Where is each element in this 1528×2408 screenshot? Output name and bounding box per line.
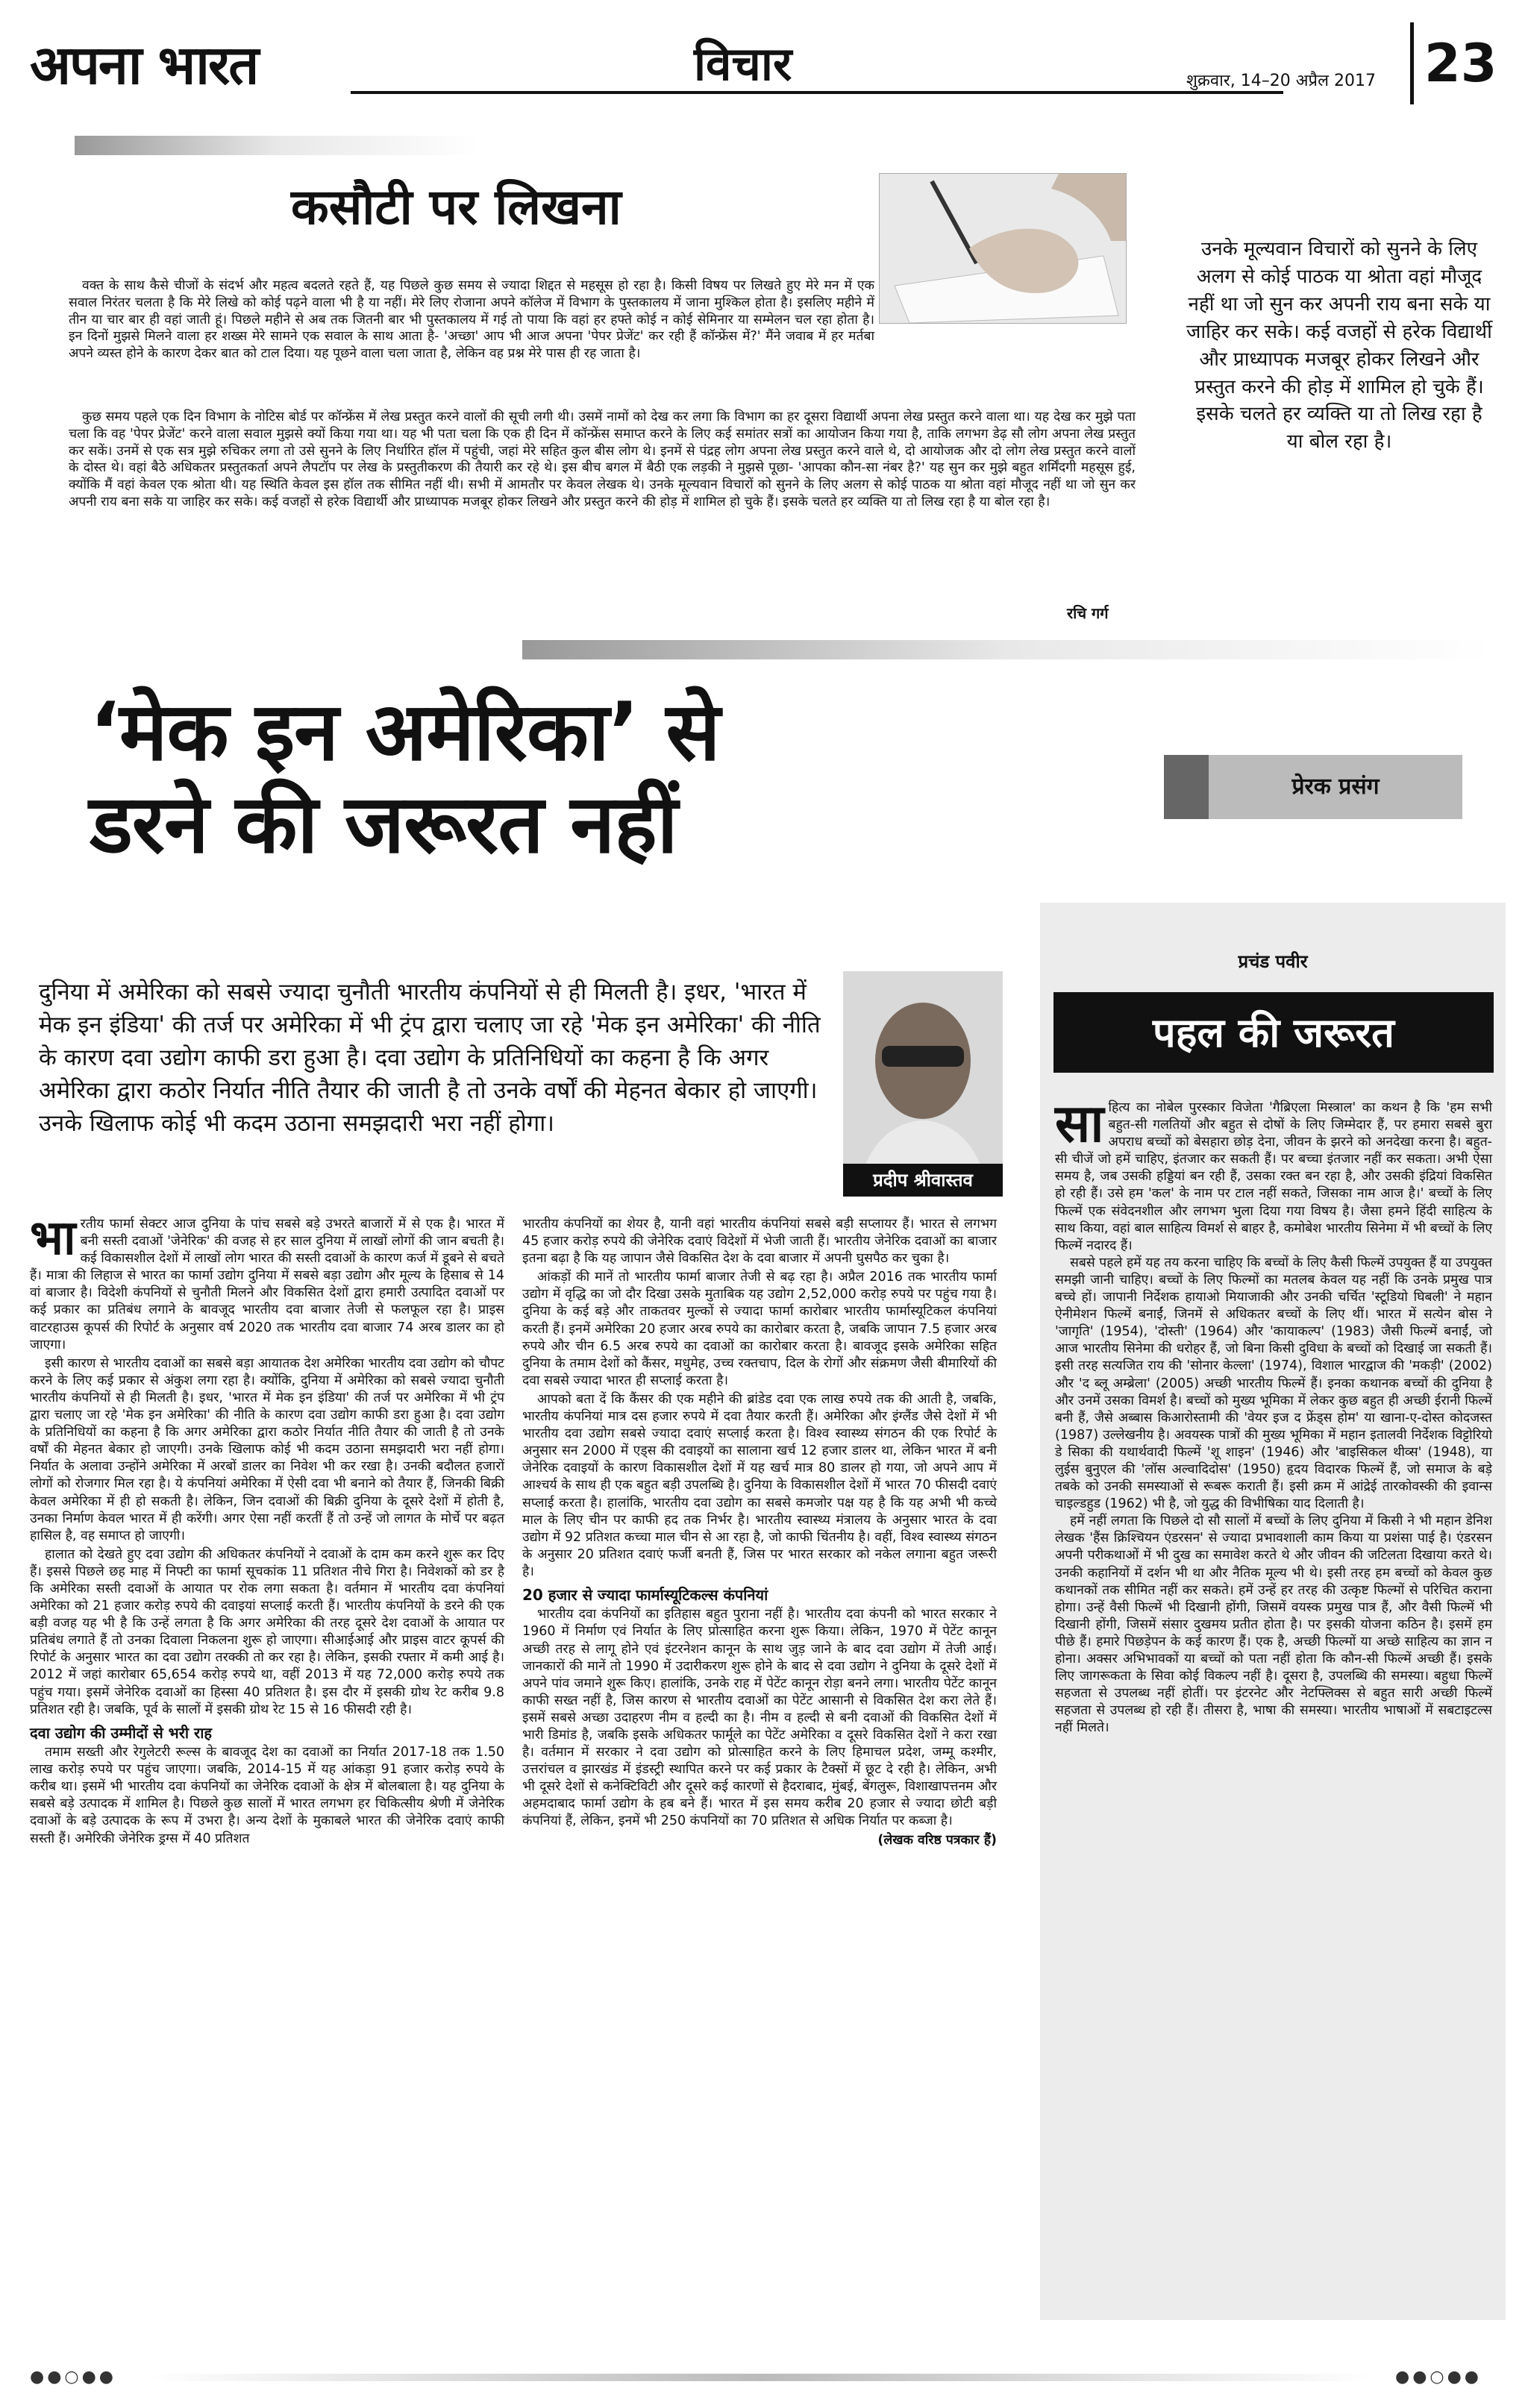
main-paragraph: इसी कारण से भारतीय दवाओं का सबसे बड़ा आयातक देश अमेरिका भारतीय दवा उद्योग को चौपट करने के लिए कई प्रकार से अंकुश लगा रहा है। क्योंकि, दुनिया में अमेरिका को सबसे ज्यादा चुनौती भारतीय कंपनियों से ही मिलती है। इधर, 'भारत में मेक इन इंडिया' की तर्ज पर अमेरिका में भी ट्रंप द्वारा चलाए जा रहे 'मेक इन अमेरिका' की नीति के कारण दवा उद्योग काफी डरा हुआ है। दवा उद्योग के प्रतिनिधियों का कहना है कि अगर अमेरिका द्वारा कठोर निर्यात नीति तैयार की जाती है तो उनके वर्षों की मेहनत बेकार हो जाएगी। उनके खिलाफ कोई भी कदम उठाना समझदारी भरा नहीं होगा। निर्यात के अलावा उन्होंने अमेरिका में अरबों डालर का निवेश भी कर रखा है। उनकी बदौलत हजारों लोगों को रोजगार मिल रहा है। ये कंपनियां अमेरिका में ऐसी दवा भी बनाने को तैयार हैं, जिनकी बिक्री केवल अमेरिका में ही हो सकती है। लेकिन, जिन दवाओं की बिक्री दुनिया के दूसरे देशों में होती है, उनका निर्माण केवल भारत में ही करेंगी। अगर ऐसा नहीं करतीं हैं तो उन्हें जो लागत के मोर्चे पर बढ़त हासिल है, वह समाप्त हो जाएगी। [30, 1355, 504, 1543]
section-title: विचार [694, 37, 792, 91]
main-paragraph: भारतीय दवा कंपनियों का इतिहास बहुत पुराना नहीं है। भारतीय दवा कंपनी को भारत सरकार ने 1960 में निर्माण एवं निर्यात के लिए प्रोत्साहित करना शुरू किया। लेकिन, 1970 में पेटेंट कानून अच्छी तरह से लागू होने एवं इंटरनेशन कानून के साथ जुड़ जाने के बाद दवा उद्योग में तेजी आई। जानकारों की मानें तो 1990 में उदारीकरण शुरू होने के बाद से दवा उद्योग ने दुनिया के दूसरे देशों में अपने पांव जमाने शुरू किए। हालांकि, उनके राह में पेटेंट कानून रोड़ा बनने लगा। भारतीय पेटेंट कानून काफी सख्त नहीं है, जिस कारण से भारतीय दवाओं का पेटेंट आसानी से विकसित देश करा लेते हैं। इसमें सबसे अच्छा उदाहरण नीम व हल्दी का है। नीम व हल्दी से बनी दवाओं की विकसित देशों में भारी डिमांड है, जबकि इसके अधिकतर फार्मूले का पेटेंट अमेरिका व दूसरे विकसित देशों ने करा रखा है। वर्तमान में सरकार ने दवा उद्योग को प्रोत्साहित करने के लिए हिमाचल प्रदेश, जम्मू कश्मीर, उत्तरांचल व झारखंड में इंडस्ट्री स्थापित करने पर कई प्रकार के टैक्सों में छूट दे रही है। लेकिन, अभी भी दूसरे देशों से कनेक्टिविटी और दूसरे कई कारणों से हैदराबाद, मुंबई, बेंगलुरू, विशाखापत्तनम और अहमदाबाद फार्मा उद्योग के हब बने हैं। भारत में इस समय करीब 20 हजार से ज्यादा छोटी बड़ी कंपनियां हैं, लेकिन, इनमें भी 250 कंपनियों का 70 प्रतिशत से अधिक निर्यात पर कब्जा है। [522, 1607, 997, 1829]
kasauti-body-second [69, 409, 1136, 511]
drop-cap: भा [30, 1211, 76, 1266]
main-paragraph: हालात को देखते हुए दवा उद्योग की अधिकतर कंपनियों ने दवाओं के दाम कम करने शुरू कर दिए हैं। इससे पिछले छह माह में निफ्टी का फार्मा सूचकांक 11 प्रतिशत नीचे गिरा है। निवेशकों को डर है कि अमेरिका सस्ती दवाओं के आयात पर रोक लगा सकता है। वर्तमान में भारतीय दवा कंपनियां अमेरिका को 21 हजार करोड़ रुपये की दवाइयां सप्लाई करती हैं। भारतीय कंपनियों के डरने की एक बड़ी वजह यह भी है कि उन्हें लगता है कि अगर अमेरिका की तरह दूसरे देश दवाओं के आयात पर प्रतिबंध लगाते हैं तो उनका दिवाला निकलना शुरू हो जाएगा। सीआईआई और प्राइस वाटर कूपर्स की रिपोर्ट के अनुसार भारत का दवा उद्योग तरक्की तो कर रहा है। लेकिन, इसकी रफ्तार में कमी आई है। 2012 में जहां कारोबार 65,654 करोड़ रुपये था, वहीं 2013 में यह 72,000 करोड़ रुपये तक पहुंच गया। इसमें जेनेरिक दवाओं का हिस्सा 40 प्रतिशत है। इस दौर में इसकी ग्रोथ रेट करीब 9.8 प्रतिशत रही है। जबकि, पूर्व के सालों में इसकी ग्रोथ रेट 15 से 16 फीसदी रही है। [30, 1546, 504, 1717]
decorative-gradient-bar [75, 136, 478, 155]
main-column-2 [522, 1216, 997, 1851]
writing-hand-photo [879, 173, 1127, 324]
main-column-1 [30, 1211, 504, 1849]
masthead-rule [351, 91, 1283, 94]
sidebar-body [1055, 1093, 1492, 1737]
kasauti-paragraph: कुछ समय पहले एक दिन विभाग के नोटिस बोर्ड पर कॉन्फ्रेंस में लेख प्रस्तुत करने वालों की सूची लगी थी। उसमें नामों को देख कर लगा कि विभाग का हर दूसरा विद्यार्थी अपना लेख प्रस्तुत करने वाला था। यह देख कर मुझे पता चला कि वह 'पेपर प्रेजेंट' करने वाला सवाल मुझसे क्यों किया गया था। यह भी पता चला कि एक ही दिन में कॉन्फ्रेंस समाप्त करने के लिए कई समांतर सत्रों का आयोजन किया गया है, ताकि लगभग डेढ़ सौ लोग अपना लेख प्रस्तुत कर सकें। उनमें से एक सत्र मुझे रुचिकर लगा तो उसे सुनने के लिए निर्धारित हॉल में पहुंची, जहां मेरे सहित कुल बीस लोग थे। इनमें से पंद्रह लोग अपना लेख प्रस्तुत करने वाले थे, दो आयोजक और दो लोग लेख प्रस्तुत करने वालों के दोस्त थे। वहां बैठे अधिकतर प्रस्तुतकर्ता अपने लैपटॉप पर लेख के प्रस्तुतीकरण की तैयारी कर रहे थे। इस बीच बगल में बैठी एक लड़की ने मुझसे पूछा- 'आपका कौन-सा नंबर है?' यह सुन कर मुझे बहुत शर्मिंदगी महसूस हुई, क्योंकि मैं वहां केवल एक श्रोता थी। यह स्थिति केवल इस हॉल तक सीमित नहीं थी। सभी में आमतौर पर केवल लेखक थे। उनके मूल्यवान विचारों को सुनने के लिए अलग से कोई पाठक या श्रोता वहां मौजूद नहीं था जो सुन कर अपनी राय बना सके या जाहिर कर सके। कई वजहों से हरेक विद्यार्थी और प्राध्यापक मजबूर होकर लिखने और प्रस्तुत करने की होड़ में शामिल हो चुके हैं। इसके चलते हर व्यक्ति या तो लिख रहा है या बोल रहा है। [69, 410, 1136, 509]
issue-date: शुक्रवार, 14–20 अप्रैल 2017 [1186, 72, 1376, 90]
sidebar-paragraph: साहित्य का नोबेल पुरस्कार विजेता 'गैब्रिएला मिस्त्राल' का कथन है कि 'हम सभी बहुत-सी गलतियों और बहुत से दोषों के लिए जिम्मेदार हैं, पर हमारा सबसे बुरा अपराध बच्चों को बेसहारा छोड़ देना, जीवन के झरने को अनदेखा करना है। बहुत-सी चीजें जो हमें चाहिए, इंतजार कर सकती हैं। पर बच्चा इंतजार नहीं कर सकता। अभी ऐसा समय है, जब उसकी हड्डियां बन रही हैं, उसका रक्त बन रहा है, और उसकी इंद्रियां विकसित हो रही हैं। उसे हम 'कल' के नाम पर टाल नहीं सकते, जिसका नाम आज है।' बच्चों के लिए फिल्में एक संवेदनशील और लगभग भुला दिया गया विषय है। जैसा हमने हिंदी साहित्य के साथ किया, वहां बाल साहित्य विमर्श से बाहर है, कमोबेश भारतीय सिनेमा में भी बच्चों के लिए फिल्में नदारद हैं। [1055, 1093, 1492, 1253]
sidebar-title: पहल की जरूरत [1053, 992, 1494, 1073]
sidebar-author: प्रचंड पवीर [1238, 951, 1308, 972]
footer-dots-left: ●●○●● [30, 2368, 116, 2386]
subheading: 20 हजार से ज्यादा फार्मास्यूटिकल्स कंपनियां [522, 1585, 768, 1604]
masthead [22, 22, 1507, 104]
footer-dots-right: ●●○●● [1395, 2368, 1482, 2386]
author-portrait [843, 971, 1003, 1195]
kasauti-body-first [69, 278, 874, 363]
section-tag-prerak-prasang: प्रेरक प्रसंग [1164, 755, 1462, 819]
subheading: दवा उद्योग की उम्मीदों से भरी राह [30, 1723, 213, 1742]
kasauti-paragraph: वक्त के साथ कैसे चीजों के संदर्भ और महत्व बदलते रहते हैं, यह पिछले कुछ समय से ज्यादा शिद्दत से महसूस हो रहा है। किसी विषय पर लिखते हुए मेरे मन में एक सवाल निरंतर चलता है कि मेरे लिखे को कोई पढ़ने वाला भी है या नहीं। मेरे लिए रोजाना अपने कॉलेज में विभाग के पुस्तकालय में जाना मुश्किल होता है। इसलिए महीने में तीन या चार बार ही वहां जाती हूं। पिछले महीने से अब तक जितनी बार भी पुस्तकालय में गई तो पाया कि वहां हर हफ्ते कोई न कोई सेमिनार या सम्मेलन चल रहा होता है। इन दिनों मुझसे मिलने वाला हर शख्स मेरे सामने एक सवाल के साथ आता है- 'अच्छा' आप भी आज अपना 'पेपर प्रेजेंट' कर रही हैं कॉन्फ्रेंस में?' मैंने जवाब में हर मर्तबा अपने व्यस्त होने के कारण देकर बात को टाल दिया। यह पूछने वाला चला जाता है, लेकिन वह प्रश्न मेरे पास ही रह जाता है। [69, 278, 874, 361]
decorative-gradient-bar [522, 640, 1492, 659]
main-paragraph: आपको बता दें कि कैंसर की एक महीने की ब्रांडेड दवा एक लाख रुपये तक की आती है, जबकि, भारतीय कंपनियां मात्र दस हजार रुपये में दवा तैयार करती हैं। अमेरिका और इंग्लैंड जैसे देशों में भी भारतीय दवा उद्योग सबसे ज्यादा दवाएं सप्लाई करता है। विश्व स्वास्थ्य संगठन की एक रिपोर्ट के अनुसार सन 2000 में एड्स की दवाइयों का सालाना खर्च 12 हजार डालर था, लेकिन भारत में बनी जेनेरिक दवाइयों के कारण विकासशील देशों में यह खर्च मात्र 80 डालर हो गया, जो अपने आप में आश्चर्य के साथ ही एक बहुत बड़ी उपलब्धि है। दुनिया के विकासशील देशों में भारत 70 फीसदी दवाएं सप्लाई करता है। हालांकि, भारतीय दवा उद्योग का सबसे कमजोर पक्ष यह है कि यह अभी भी कच्चे माल के लिए चीन पर काफी हद तक निर्भर है। भारतीय स्वास्थ्य मंत्रालय के अनुसार भारत के दवा उद्योग में 92 प्रतिशत कच्चा माल चीन से आ रहा है, जो काफी चिंतनीय है। वहीं, विश्व स्वास्थ्य संगठन के अनुसार 20 प्रतिशत दवाएं फर्जी बनती हैं, जिस पर भारत सरकार को नकेल लगाना बहुत जरूरी है। [522, 1391, 997, 1579]
headline-line-2: डरने की जरूरत नहीं [90, 778, 677, 872]
drop-cap: सा [1055, 1093, 1104, 1154]
writing-hand-illustration [880, 174, 1126, 323]
pull-quote: उनके मूल्यवान विचारों को सुनने के लिए अलग से कोई पाठक या श्रोता वहां मौजूद नहीं था जो सुन कर अपनी राय बना सके या जाहिर कर सके। कई वजहों से हरेक विद्यार्थी और प्राध्यापक मजबूर होकर लिखने और प्रस्तुत करने की होड़ में शामिल हो चुके हैं। इसके चलते हर व्यक्ति या तो लिख रहा है या बोल रहा है। [1186, 238, 1492, 454]
newspaper-name: अपना भारत [30, 33, 258, 96]
main-intro: दुनिया में अमेरिका को सबसे ज्यादा चुनौती भारतीय कंपनियों से ही मिलती है। इधर, 'भारत में मेक इन इंडिया' की तर्ज पर अमेरिका में भी ट्रंप द्वारा चलाए जा रहे 'मेक इन अमेरिका' की नीति के कारण दवा उद्योग काफी डरा हुआ है। दवा उद्योग के प्रतिनिधियों का कहना है कि अगर अमेरिका द्वारा कठोर निर्यात नीति तैयार की जाती है तो उनके वर्षों की मेहनत बेकार हो जाएगी। उनके खिलाफ कोई भी कदम उठाना समझदारी भरा नहीं होगा। [39, 979, 821, 1138]
main-headline [90, 686, 1015, 871]
page-number: 23 [1410, 22, 1497, 104]
author-caption: प्रदीप श्रीवास्तव [843, 1164, 1003, 1197]
main-paragraph: भारतीय फार्मा सेक्टर आज दुनिया के पांच सबसे बड़े उभरते बाजारों में से एक है। भारत में बनी सस्ती दवाओं 'जेनेरिक' की वजह से हर साल दुनिया में लाखों लोगों की जान बचती है। कई विकासशील देशों में लाखों लोग भारत की सस्ती दवाओं के कारण कर्ज में डूबने से बचते हैं। मात्रा की लिहाज से भारत का फार्मा उद्योग दुनिया में सबसे बड़ा उद्योग और मूल्य के हिसाब से 14 वां बाजार है। विदेशी कंपनियों से चुनौती मिलने और विकसित देशों द्वारा हमारी उत्पादित दवाओं पर कई प्रकार का प्रतिबंध लगाने के बावजूद भारतीय दवा बाजार तेजी से फलफूल रहा है। प्राइस वाटरहाउस कूपर्स की रिपोर्ट के अनुसार वर्ष 2020 तक भारतीय दवा बाजार 74 अरब डालर का हो जाएगा। [30, 1211, 504, 1352]
author-credit: (लेखक वरिष्ठ पत्रकार हैं) [877, 1832, 997, 1848]
footer-rule [149, 2374, 1373, 2381]
author-photo [843, 971, 1003, 1195]
article-title-kasauti: कसौटी पर लिखना [291, 178, 621, 236]
main-paragraph: आंकड़ों की मानें तो भारतीय फार्मा बाजार तेजी से बढ़ रहा है। अप्रैल 2016 तक भारतीय फार्मा उद्योग में वृद्धि का जो दौर दिखा उसके मुताबिक यह उद्योग 2,52,000 करोड़ रुपये पर पहुंच गया है। दुनिया के कई बड़े और ताकतवर मुल्कों से ज्यादा फार्मा कारोबार भारतीय फार्मास्यूटिकल कंपनियां करती हैं। इनमें अमेरिका 20 हजार अरब रुपये का कारोबार करता है, जबकि जापान 7.5 हजार अरब रुपये और चीन 6.5 अरब रुपये का दवाओं का कारोबार करता है। बावजूद इसके अमेरिका सहित दुनिया के तमाम देशों को कैंसर, मधुमेह, उच्च रक्तचाप, दिल के रोगों और संक्रमण जैसी बीमारियों की दवा सबसे ज्यादा भारत ही सप्लाई करता है। [522, 1270, 997, 1388]
sidebar-paragraph: सबसे पहले हमें यह तय करना चाहिए कि बच्चों के लिए कैसी फिल्में उपयुक्त हैं या उपयुक्त समझी जानी चाहिए। बच्चों के लिए फिल्मों का मतलब केवल यह नहीं कि उनके प्रमुख पात्र बच्चे हों। जापानी निर्देशक हायाओ मियाजाकी और उनकी चर्चित 'स्टूडियो घिबली' ने महान ऐनीमेशन फिल्में बनाईं, जिनमें से अधिकतर बच्चों के लिए थीं। भारत में सत्येन बोस ने 'जागृति' (1954), 'दोस्ती' (1964) और 'कायाकल्प' (1983) जैसी फिल्में बनाईं, जो आज भारतीय सिनेमा की धरोहर हैं, जो बिना किसी दुविधा के बच्चों को दिखाई जा सकती हैं। इसी तरह सत्यजित राय की 'सोनार केल्ला' (1974), विशाल भारद्वाज की 'मकड़ी' (2002) और 'द ब्लू अम्ब्रेला' (2005) अच्छी भारतीय फिल्में हैं। इनका कथानक बच्चों की दुनिया है और उनमें उसका विमर्श है। बच्चों को मुख्य भूमिका में लेकर कुछ बहुत ही अच्छी ईरानी फिल्में बनी हैं, जैसे अब्बास किआरोस्तामी की 'वेयर इज द फ्रेंड्स होम' या खाना-ए-दोस्त कोदजस्त (1987) उल्लेखनीय है। अवयस्क पात्रों की मुख्य भूमिका में महान इतालवी निर्देशक विट्टोरियो डे सिका की यथार्थवादी फिल्में 'शू शाइन' (1946) और 'बाइसिकल थीव्स' (1948), या लुईस बुनुएल की 'लॉस अल्वादिदोस' (1950) हृदय विदारक फिल्में हैं, जो समाज के बड़े तबके को उनकी समस्याओं से रूबरू कराती हैं। इसी क्रम में आंद्रेई तारकोवस्की की इवान्स चाइल्डहुड (1962) भी है, जो युद्ध की विभीषिका याद दिलाती है। [1055, 1255, 1492, 1512]
headline-line-1: ‘मेक इन अमेरिका’ से [90, 686, 720, 779]
main-paragraph: तमाम सख्ती और रेगुलेटरी रूल्स के बावजूद देश का दवाओं का निर्यात 2017-18 तक 1.50 लाख करोड़ रुपये पर पहुंच जाएगा। जबकि, 2014-15 में यह आंकड़ा 91 हजार करोड़ रुपये के करीब था। इसमें भी भारतीय दवा कंपनियों का जेनेरिक दवाओं के क्षेत्र में बोलबाला है। यह दुनिया के सबसे बड़े उत्पादक में शामिल है। पिछले कुछ सालों में भारत लगभग हर चिकित्सीय श्रेणी में जेनेरिक दवाओं के बड़े उत्पादक के रूप में उभरा है। अन्य देशों के मुकाबले भारत की जेनेरिक दवाएं काफी सस्ती हैं। अमेरिकी जेनेरिक ड्रग्स में 40 प्रतिशत [30, 1745, 504, 1846]
main-paragraph: भारतीय कंपनियों का शेयर है, यानी वहां भारतीय कंपनियां सबसे बड़ी सप्लायर हैं। भारत से लगभग 45 हजार करोड़ रुपये की जेनेरिक दवाएं विदेशों में भेजी जाती हैं। भारतीय जेनेरिक दवाओं का बाजार इतना बढ़ा है कि यह जापान जैसे विकसित देश के दवा बाजार में अपनी घुसपैठ कर चुका है। [522, 1217, 997, 1267]
kasauti-author: रचि गर्ग [1067, 604, 1109, 622]
page-footer [30, 2363, 1498, 2393]
sidebar-paragraph: हमें नहीं लगता कि पिछले दो सौ सालों में बच्चों के लिए दुनिया में किसी ने भी महान डेनिश लेखक 'हैंस क्रिश्चियन एंडरसन' से ज्यादा प्रभावशाली काम किया या प्रशंसा पाई है। एंडरसन अपनी परीकथाओं में भी दुख का समावेश करते थे और जीवन की जटिलता दिखाया करते थे। उनकी कहानियों में दर्शन भी था और नैतिक मूल्य भी थे। इसी तरह हम बच्चों को केवल कुछ कथानकों तक सीमित नहीं कर सकते। हमें उन्हें हर तरह की उत्कृष्ट फिल्मों से परिचित कराना होगा। उन्हें वैसी फिल्में भी दिखानी होंगी, जिसमें वयस्क प्रमुख पात्र हैं, और वैसी फिल्में भी दिखानी होंगी, जिसमें संसार दुखमय प्रतीत होता है। पर इसकी योजना कठिन है। इसमें हम पीछे हैं। हमारे पिछड़ेपन के कई कारण हैं। एक है, अच्छी फिल्मों या अच्छे साहित्य का ज्ञान न होना। अक्सर अभिभावकों या बच्चों को पता नहीं होता कि कौन-सी फिल्में अच्छी हैं। इसके लिए जागरूकता के सिवा कोई विकल्प नहीं है। दूसरा है, उपलब्धि की समस्या। बहुधा फिल्में सहजता से उपलब्ध नहीं होतीं। पर इंटरनेट और नेटफ्लिक्स से बहुत सारी अच्छी फिल्में सहजता से उपलब्ध हो रही हैं। तीसरा है, भाषा की समस्या। भारतीय भाषाओं में सबटाइटल्स नहीं मिलते। [1055, 1514, 1492, 1736]
